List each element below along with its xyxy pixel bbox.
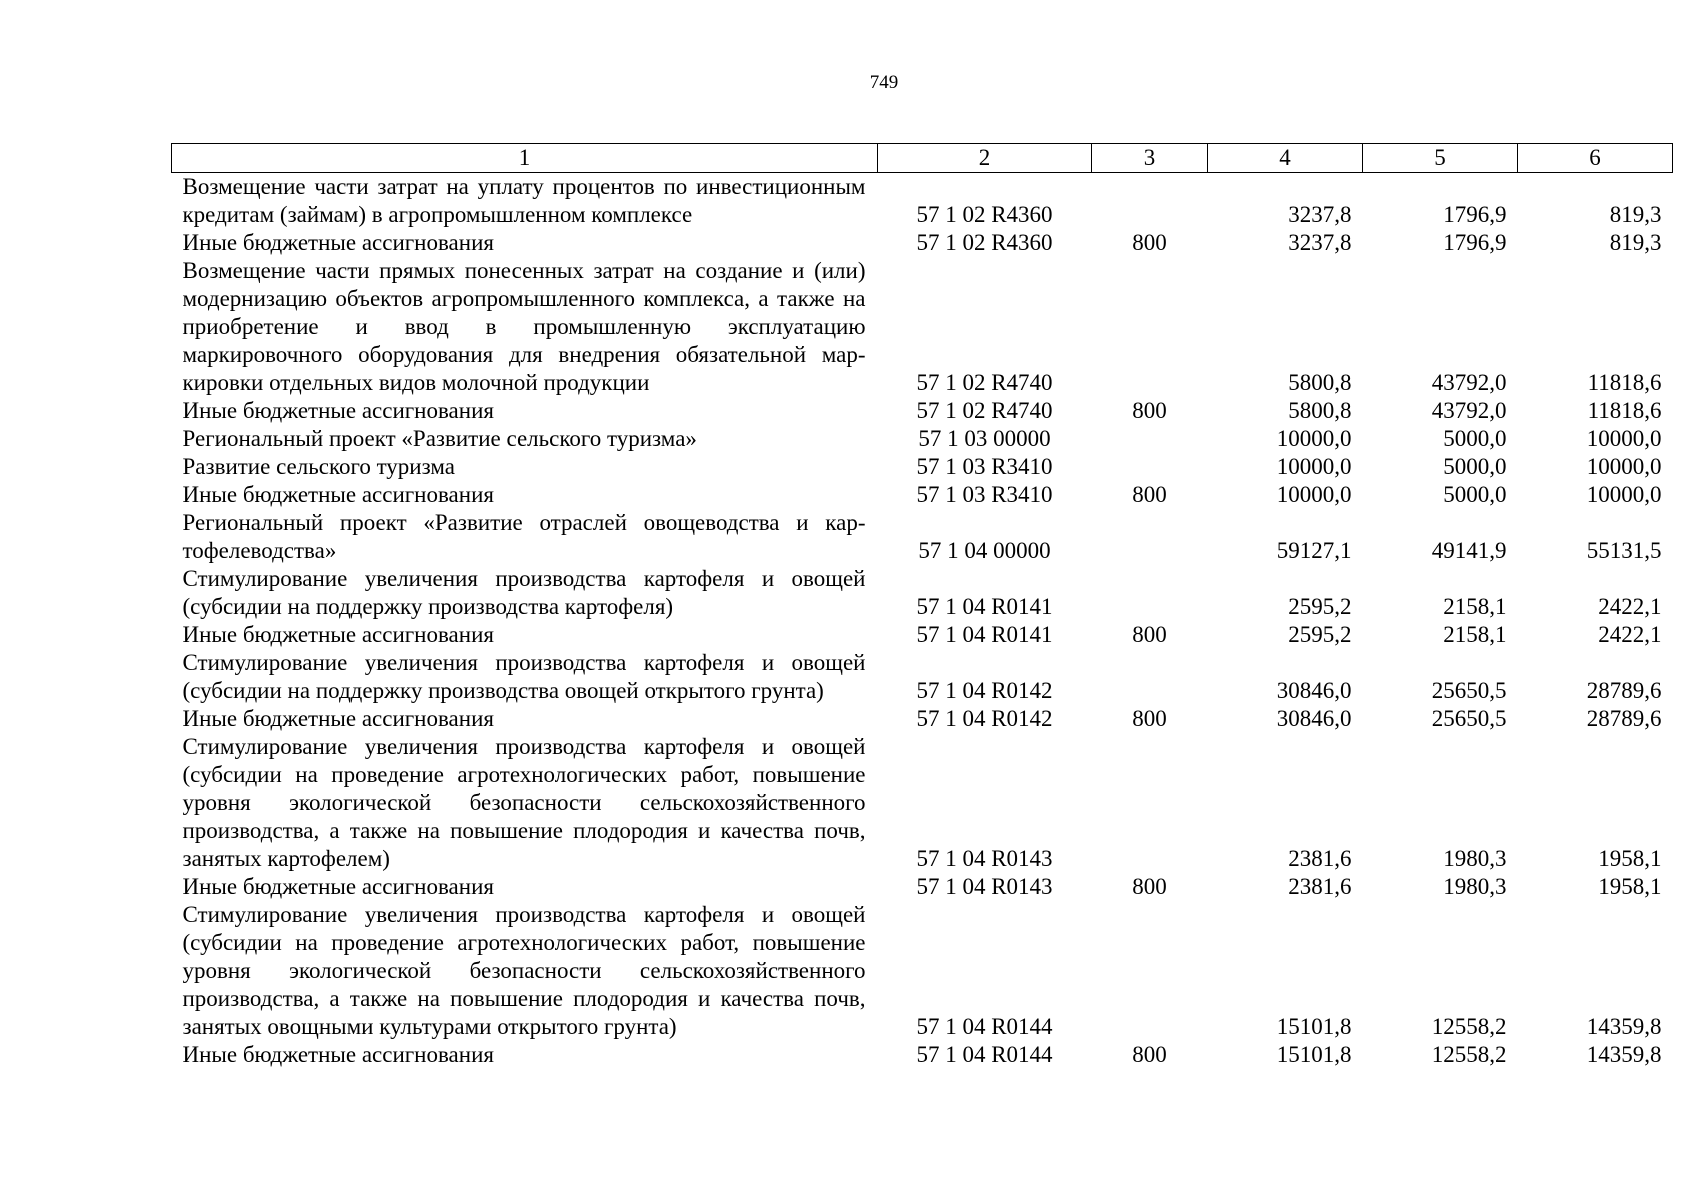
row-value-col4: 3237,8 (1288, 230, 1352, 255)
row-name: Стимулирование увеличения производства картофеля и овощей (субсидии на поддержку производства картофеля) (182, 566, 866, 619)
row-value-col6: 2422,1 (1598, 594, 1662, 619)
row-value-col4: 30846,0 (1276, 678, 1352, 703)
table-row (172, 257, 1673, 397)
row-value-col5: 5000,0 (1443, 482, 1507, 507)
table-body (172, 173, 1673, 1070)
row-value-col5: 1796,9 (1443, 202, 1507, 227)
table-row (172, 229, 1673, 257)
row-value-col5: 49141,9 (1431, 538, 1507, 563)
row-value-col6: 10000,0 (1586, 426, 1662, 451)
row-code: 57 1 03 00000 (918, 426, 1051, 451)
row-value-col5: 5000,0 (1443, 454, 1507, 479)
table-row (172, 733, 1673, 873)
row-name: Иные бюджетные ассигнования (182, 230, 494, 255)
table-row (172, 481, 1673, 509)
row-name: Региональный проект «Развитие отраслей овощеводства и картофелеводства» (182, 510, 866, 563)
row-expense-type (1092, 649, 1208, 705)
row-code: 57 1 02 R4740 (916, 398, 1053, 423)
row-expense-type (1092, 565, 1208, 621)
row-value-col6: 1958,1 (1598, 846, 1662, 871)
row-value-col6: 55131,5 (1586, 538, 1662, 563)
row-expense-type: 800 (1132, 874, 1167, 899)
row-value-col5: 2158,1 (1443, 594, 1507, 619)
row-name: Возмещение части затрат на уплату процентов по инвестиционным кредитам (займам) в агропромышленном комплексе (182, 174, 866, 227)
table-row (172, 901, 1673, 1041)
row-value-col5: 25650,5 (1431, 678, 1507, 703)
row-value-col4: 2595,2 (1288, 622, 1352, 647)
row-value-col5: 1980,3 (1443, 874, 1507, 899)
table-row (172, 453, 1673, 481)
row-value-col4: 2381,6 (1288, 874, 1352, 899)
row-value-col5: 1980,3 (1443, 846, 1507, 871)
row-value-col4: 30846,0 (1276, 706, 1352, 731)
row-code: 57 1 04 00000 (918, 538, 1051, 563)
row-value-col4: 3237,8 (1288, 202, 1352, 227)
table-row (172, 649, 1673, 705)
row-value-col5: 1796,9 (1443, 230, 1507, 255)
row-value-col4: 10000,0 (1276, 454, 1352, 479)
row-value-col6: 11818,6 (1587, 370, 1662, 395)
row-expense-type (1092, 173, 1208, 230)
row-expense-type: 800 (1132, 1042, 1167, 1067)
row-code: 57 1 02 R4360 (916, 202, 1053, 227)
row-code: 57 1 03 R3410 (916, 454, 1053, 479)
table-row (172, 705, 1673, 733)
row-code: 57 1 04 R0142 (916, 678, 1053, 703)
row-expense-type: 800 (1132, 622, 1167, 647)
row-expense-type (1092, 425, 1208, 453)
column-header-1: 1 (172, 144, 878, 173)
row-value-col5: 43792,0 (1431, 370, 1507, 395)
row-value-col5: 5000,0 (1443, 426, 1507, 451)
page-number: 749 (869, 72, 899, 93)
row-code: 57 1 02 R4740 (916, 370, 1053, 395)
row-value-col4: 2381,6 (1288, 846, 1352, 871)
row-name: Иные бюджетные ассигнования (182, 874, 494, 899)
row-code: 57 1 02 R4360 (916, 230, 1053, 255)
row-value-col6: 10000,0 (1586, 482, 1662, 507)
row-expense-type (1092, 733, 1208, 873)
row-code: 57 1 04 R0143 (916, 846, 1053, 871)
row-expense-type (1092, 257, 1208, 397)
row-name: Стимулирование увеличения производства картофеля и овощей (субсидии на проведение агротехнологических работ, повышение уровня экологической безопасности сельскохозяйственного производства, а также на повышение плодородия и качества почв, занятых овощными культурами открытого грунта) (182, 902, 866, 1039)
row-name: Иные бюджетные ассигнования (182, 398, 494, 423)
row-name: Стимулирование увеличения производства картофеля и овощей (субсидии на поддержку производства овощей открытого грунта) (182, 650, 866, 703)
row-value-col4: 5800,8 (1288, 398, 1352, 423)
budget-table (171, 143, 1673, 1069)
row-code: 57 1 04 R0144 (916, 1042, 1053, 1067)
row-value-col6: 14359,8 (1586, 1014, 1662, 1039)
column-header-4: 4 (1208, 144, 1363, 173)
row-name: Стимулирование увеличения производства картофеля и овощей (субсидии на проведение агротехнологических работ, повышение уровня экологической безопасности сельскохозяйственного производства, а также на повышение плодородия и качества почв, занятых картофелем) (182, 734, 866, 871)
table-header (172, 144, 1673, 173)
row-expense-type (1092, 901, 1208, 1041)
row-value-col4: 15101,8 (1276, 1042, 1352, 1067)
row-code: 57 1 04 R0143 (916, 874, 1053, 899)
column-header-3: 3 (1092, 144, 1208, 173)
row-value-col6: 2422,1 (1598, 622, 1662, 647)
row-value-col5: 43792,0 (1431, 398, 1507, 423)
row-value-col6: 28789,6 (1586, 706, 1662, 731)
row-name: Возмещение части прямых понесенных затрат на создание и (или) модернизацию объектов агропромышленного комплекса, а также на приобретение и ввод в промышленную эксплуатацию маркировочного оборудования для внедрения обязательной маркировки отдельных видов молочной продукции (182, 258, 866, 395)
row-value-col4: 15101,8 (1276, 1014, 1352, 1039)
row-value-col5: 12558,2 (1431, 1042, 1507, 1067)
row-expense-type: 800 (1132, 398, 1167, 423)
table-row (172, 1041, 1673, 1069)
row-code: 57 1 04 R0141 (916, 594, 1053, 619)
table-row (172, 621, 1673, 649)
row-value-col4: 59127,1 (1276, 538, 1352, 563)
row-name: Развитие сельского туризма (182, 454, 455, 479)
column-header-6: 6 (1518, 144, 1673, 173)
table-row (172, 425, 1673, 453)
column-header-5: 5 (1363, 144, 1518, 173)
row-value-col6: 1958,1 (1598, 874, 1662, 899)
table-row (172, 173, 1673, 230)
column-header-2: 2 (878, 144, 1092, 173)
row-expense-type: 800 (1132, 482, 1167, 507)
table-row (172, 397, 1673, 425)
row-value-col6: 819,3 (1609, 230, 1662, 255)
table-row (172, 509, 1673, 565)
row-code: 57 1 03 R3410 (916, 482, 1053, 507)
row-code: 57 1 04 R0141 (916, 622, 1053, 647)
row-value-col6: 819,3 (1609, 202, 1662, 227)
row-value-col5: 12558,2 (1431, 1014, 1507, 1039)
row-value-col6: 28789,6 (1586, 678, 1662, 703)
table-row (172, 565, 1673, 621)
header-row (172, 144, 1673, 173)
row-name: Иные бюджетные ассигнования (182, 1042, 494, 1067)
row-code: 57 1 04 R0142 (916, 706, 1053, 731)
row-code: 57 1 04 R0144 (916, 1014, 1053, 1039)
row-expense-type (1092, 509, 1208, 565)
row-expense-type: 800 (1132, 706, 1167, 731)
row-name: Региональный проект «Развитие сельского туризма» (182, 426, 697, 451)
row-value-col4: 10000,0 (1276, 426, 1352, 451)
row-value-col5: 25650,5 (1431, 706, 1507, 731)
row-value-col4: 5800,8 (1288, 370, 1352, 395)
row-value-col4: 10000,0 (1276, 482, 1352, 507)
table-row (172, 873, 1673, 901)
row-value-col6: 14359,8 (1586, 1042, 1662, 1067)
row-name: Иные бюджетные ассигнования (182, 622, 494, 647)
row-value-col5: 2158,1 (1443, 622, 1507, 647)
row-value-col6: 10000,0 (1586, 454, 1662, 479)
row-value-col6: 11818,6 (1587, 398, 1662, 423)
row-expense-type: 800 (1132, 230, 1167, 255)
row-value-col4: 2595,2 (1288, 594, 1352, 619)
row-name: Иные бюджетные ассигнования (182, 482, 494, 507)
row-name: Иные бюджетные ассигнования (182, 706, 494, 731)
row-expense-type (1092, 453, 1208, 481)
